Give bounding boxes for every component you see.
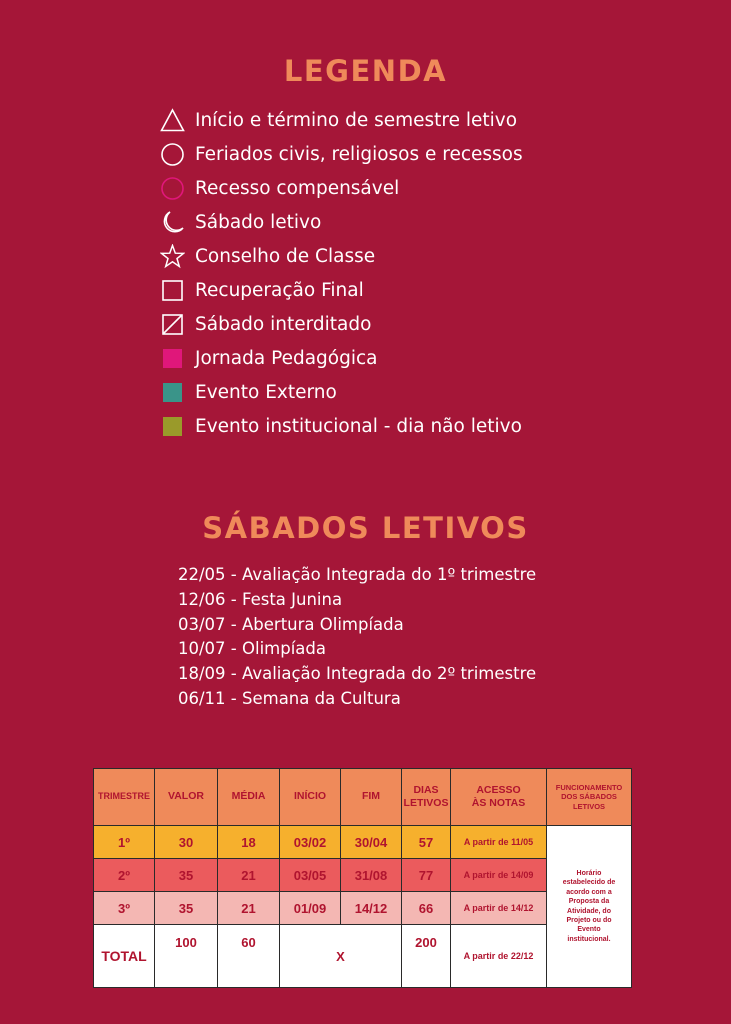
legend-item (160, 171, 523, 205)
header-acesso-line1: ACESSO (476, 783, 521, 796)
legend-item (160, 375, 523, 409)
cell-inicio: 01/09 (280, 892, 341, 925)
header-func-line1: FUNCIONAMENTO (555, 782, 623, 792)
header-acesso-line2: ÀS NOTAS (471, 797, 526, 809)
header-inicio: INÍCIO (280, 769, 341, 826)
cell-dias: 77 (402, 859, 451, 892)
cell-total-dias: 200 (402, 925, 451, 988)
cell-acesso: A partir de 11/05 (451, 826, 547, 859)
cell-valor: 35 (155, 892, 218, 925)
legend-item (160, 137, 523, 171)
sabado-item: 03/07 - Abertura Olimpíada (178, 614, 404, 634)
legend-item (160, 409, 523, 443)
header-valor: VALOR (155, 769, 218, 826)
magenta-square-icon (160, 346, 185, 371)
legend-label: Evento institucional - dia não letivo (195, 415, 522, 437)
teal-square-icon (160, 380, 185, 405)
cell-inicio: 03/05 (280, 859, 341, 892)
trimestre-table (93, 768, 632, 988)
square-outline-icon (160, 278, 185, 303)
legend-list (160, 103, 523, 443)
legend-title: LEGENDA (283, 54, 448, 88)
cell-inicio: 03/02 (280, 826, 341, 859)
legend-item (160, 239, 523, 273)
cell-fim: 14/12 (341, 892, 402, 925)
cell-acesso: A partir de 14/09 (451, 859, 547, 892)
legend-label: Recuperação Final (195, 279, 364, 301)
header-dias-line2: LETIVOS (403, 797, 449, 809)
header-dias (402, 769, 451, 826)
cell-media: 21 (218, 859, 280, 892)
cell-total-acesso: A partir de 22/12 (451, 925, 547, 988)
legend-label: Jornada Pedagógica (195, 347, 378, 369)
table-row (94, 826, 632, 859)
header-media: MÉDIA (218, 769, 280, 826)
cell-media: 21 (218, 892, 280, 925)
header-trimestre: TRIMESTRE (94, 769, 155, 826)
sabado-item: 10/07 - Olimpíada (178, 639, 326, 659)
legend-item (160, 273, 523, 307)
cell-total-label: TOTAL (94, 925, 155, 988)
cell-valor: 35 (155, 859, 218, 892)
legend-label: Sábado letivo (195, 211, 322, 233)
sabado-item: 06/11 - Semana da Cultura (178, 688, 401, 708)
cell-total-periodo: X (280, 925, 402, 988)
crescent-moon-icon (160, 210, 185, 235)
header-fim: FIM (341, 769, 402, 826)
legend-label: Feriados civis, religiosos e recessos (195, 143, 523, 165)
legend-label: Recesso compensável (195, 177, 400, 199)
cell-total-valor: 100 (155, 925, 218, 988)
sabado-item: 12/06 - Festa Junina (178, 589, 343, 609)
legend-item (160, 307, 523, 341)
legend-item (160, 103, 523, 137)
cell-trimestre: 1º (94, 826, 155, 859)
triangle-outline-icon (160, 108, 185, 133)
cell-trimestre: 3º (94, 892, 155, 925)
cell-total-media: 60 (218, 925, 280, 988)
cell-fim: 31/08 (341, 859, 402, 892)
cell-acesso: A partir de 14/12 (451, 892, 547, 925)
legend-label: Conselho de Classe (195, 245, 376, 267)
cell-media: 18 (218, 826, 280, 859)
pink-circle-outline-icon (160, 176, 185, 201)
sabados-title: SÁBADOS LETIVOS (202, 511, 529, 545)
square-slash-icon (160, 312, 185, 337)
header-func-line2: DOS SÁBADOS (561, 792, 617, 802)
legend-item (160, 205, 523, 239)
header-acesso (451, 769, 547, 826)
cell-funcionamento: Horário estabelecido de acordo com a Proposta da Atividade, do Projeto ou do Evento institucional. (547, 826, 632, 988)
sabado-item: 22/05 - Avaliação Integrada do 1º trimestre (178, 565, 537, 584)
cell-fim: 30/04 (341, 826, 402, 859)
legend-label: Sábado interditado (195, 313, 372, 335)
legend-item (160, 341, 523, 375)
sabado-item: 18/09 - Avaliação Integrada do 2º trimestre (178, 664, 537, 684)
sabados-list (178, 563, 536, 712)
header-dias-line1: DIAS (413, 783, 439, 796)
header-funcionamento (547, 769, 632, 826)
cell-dias: 66 (402, 892, 451, 925)
star-outline-icon (160, 244, 185, 269)
circle-outline-icon (160, 142, 185, 167)
cell-valor: 30 (155, 826, 218, 859)
header-func-line3: LETIVOS (572, 801, 606, 811)
cell-dias: 57 (402, 826, 451, 859)
legend-label: Evento Externo (195, 381, 337, 403)
olive-square-icon (160, 414, 185, 439)
cell-trimestre: 2º (94, 859, 155, 892)
legend-label: Início e término de semestre letivo (195, 109, 518, 131)
table-header-row (94, 769, 632, 826)
